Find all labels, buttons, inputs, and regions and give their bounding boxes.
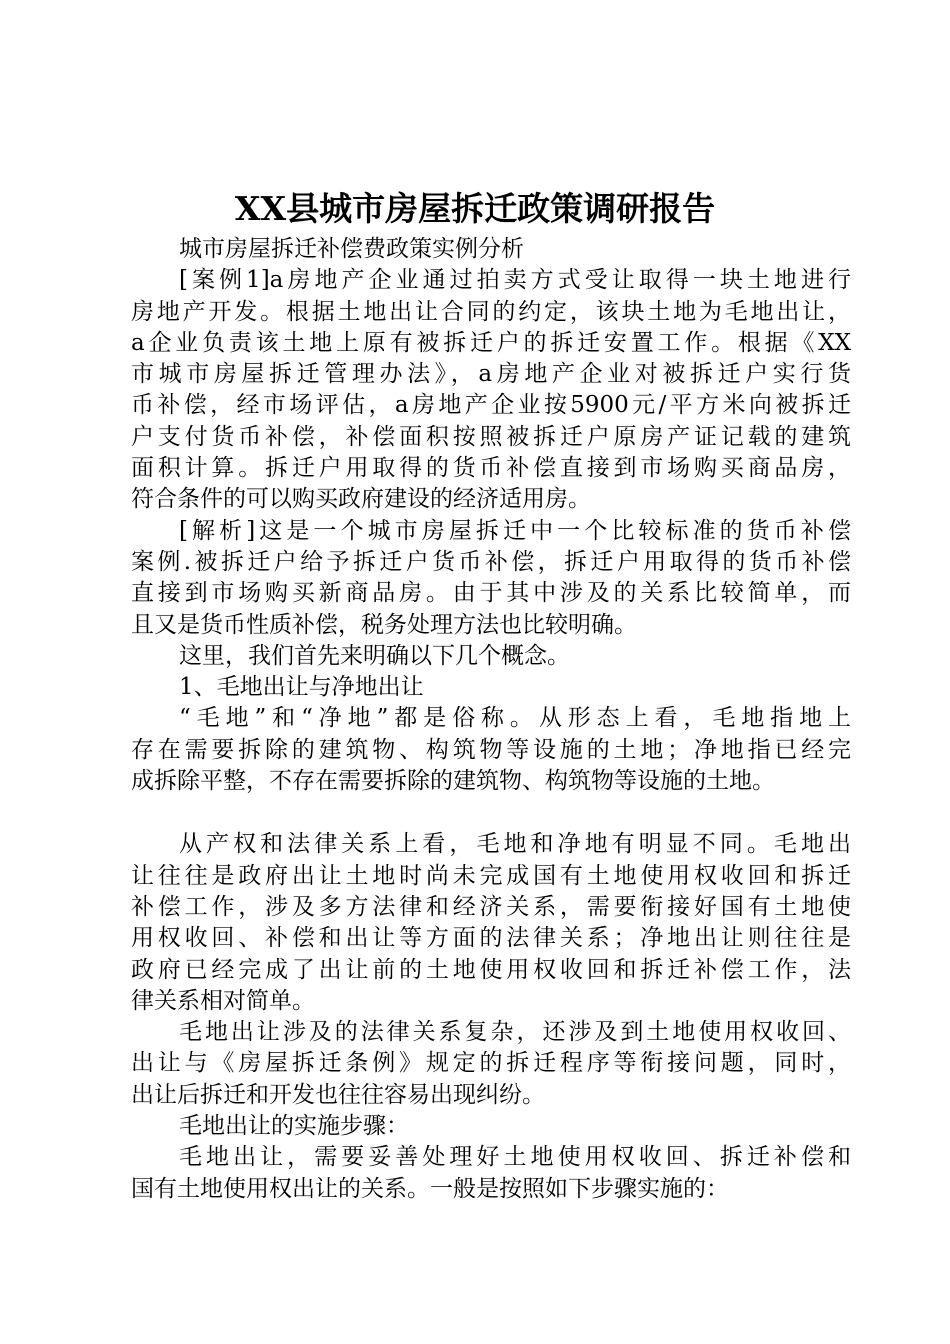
paragraph-line: [解析]这是一个城市房屋拆迁中一个比较标准的货币补偿 [179,517,851,544]
paragraph-line: 案例.被拆迁户给予拆迁户货币补偿，拆迁户用取得的货币补偿 [131,548,851,575]
paragraph-line: a企业负责该土地上原有被拆迁户的拆迁安置工作。根据《XX [131,329,851,356]
section-heading: 1、毛地出让与净地出让 [179,674,424,701]
paragraph-line: 户支付货币补偿，补偿面积按照被拆迁户原房产证记载的建筑 [131,423,851,450]
paragraph-line: 出让后拆迁和开发也往往容易出现纠纷。 [131,1081,545,1108]
paragraph-line: 面积计算。拆迁户用取得的货币补偿直接到市场购买商品房， [131,455,851,482]
paragraph-line: 从产权和法律关系上看，毛地和净地有明显不同。毛地出 [179,831,851,858]
paragraph-line: 符合条件的可以购买政府建设的经济适用房。 [131,486,591,513]
paragraph-line: 毛地出让涉及的法律关系复杂，还涉及到土地使用权收回、 [179,1019,851,1046]
paragraph-line: 毛地出让，需要妥善处理好土地使用权收回、拆迁补偿和 [179,1144,851,1171]
paragraph-line: 存在需要拆除的建筑物、构筑物等设施的土地；净地指已经完 [131,736,851,763]
paragraph-line: 出让与《房屋拆迁条例》规定的拆迁程序等衔接问题，同时， [131,1050,851,1077]
paragraph-line: 用权收回、补偿和出让等方面的法律关系；净地出让则往往是 [131,925,851,952]
document-title: XX县城市房屋拆迁政策调研报告 [234,189,716,228]
section-heading: 城市房屋拆迁补偿费政策实例分析 [179,236,524,262]
paragraph-line: 成拆除平整，不存在需要拆除的建筑物、构筑物等设施的土地。 [131,768,775,795]
paragraph-line: 房地产开发。根据土地出让合同的约定，该块土地为毛地出让， [131,298,851,325]
paragraph-line: 直接到市场购买新商品房。由于其中涉及的关系比较简单，而 [131,580,851,607]
section-heading: 毛地出让的实施步骤： [179,1113,409,1140]
document-body [131,234,851,1205]
paragraph-line: 律关系相对简单。 [131,987,315,1014]
paragraph-line: 补偿工作，涉及多方法律和经济关系，需要衔接好国有土地使 [131,893,851,920]
paragraph-line: 政府已经完成了出让前的土地使用权收回和拆迁补偿工作，法 [131,956,851,983]
paragraph-line: “毛地”和“净地”都是俗称。从形态上看，毛地指地上 [179,705,851,732]
paragraph-line: 让往往是政府出让土地时尚未完成国有土地使用权收回和拆迁 [131,862,851,889]
paragraph-line: 市城市房屋拆迁管理办法》，a房地产企业对被拆迁户实行货 [131,361,851,388]
paragraph-line: 且又是货币性质补偿，税务处理方法也比较明确。 [131,611,637,638]
blank-line [131,797,851,829]
paragraph-line: [案例1]a房地产企业通过拍卖方式受让取得一块土地进行 [179,267,851,294]
paragraph-line: 这里，我们首先来明确以下几个概念。 [179,642,570,669]
paragraph-line: 国有土地使用权出让的关系。一般是按照如下步骤实施的： [131,1175,729,1202]
paragraph-line: 币补偿，经市场评估，a房地产企业按5900元/平方米向被拆迁 [131,392,851,419]
